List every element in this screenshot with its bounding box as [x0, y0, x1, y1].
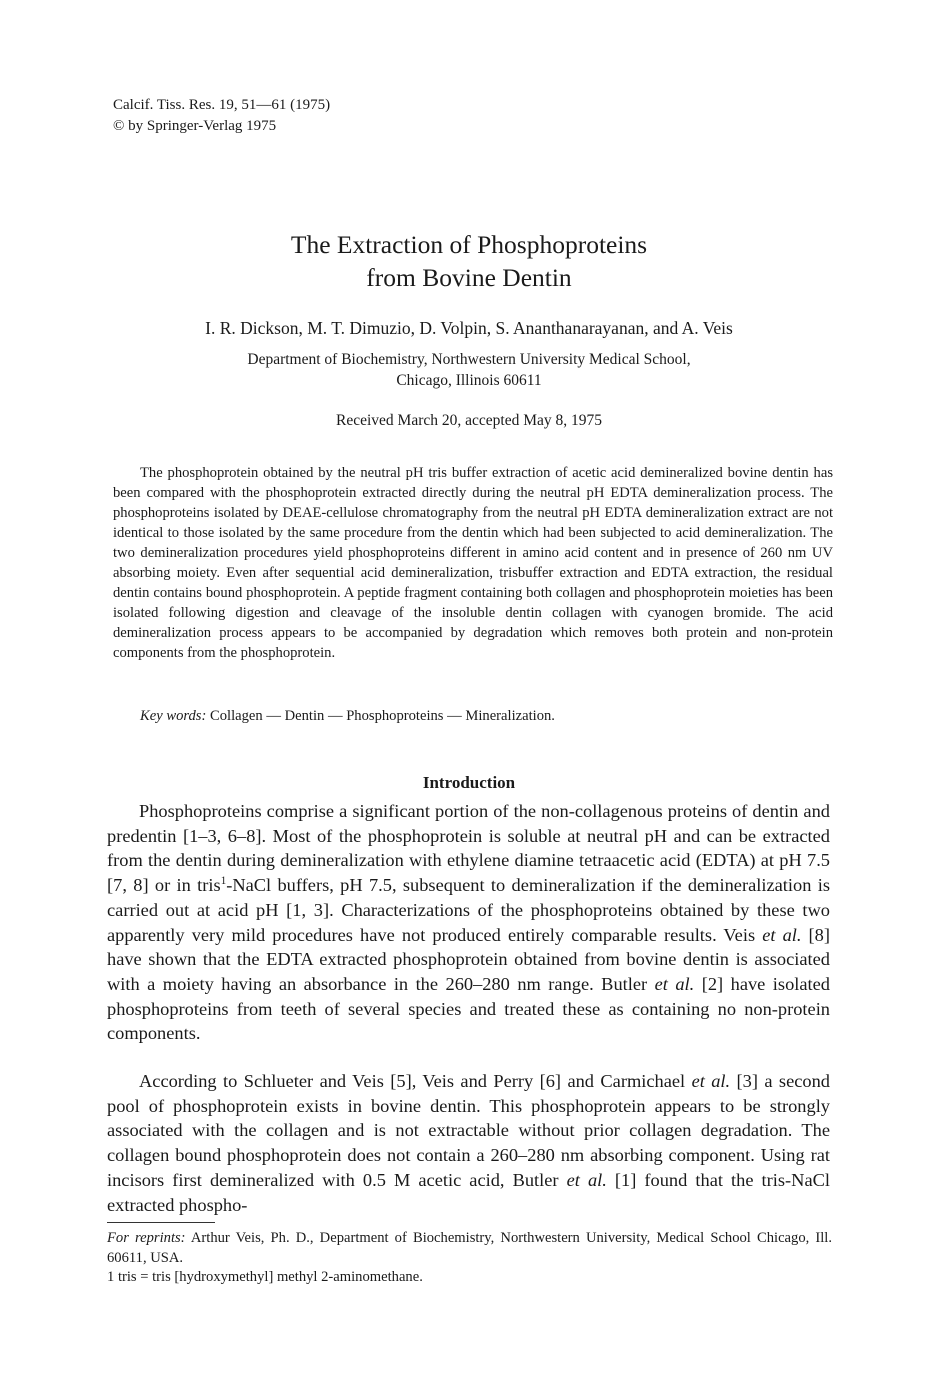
reprints-text: Arthur Veis, Ph. D., Department of Biochemistry, Northwestern University, Medical School Chicago, Ill. 60611, USA.	[107, 1230, 833, 1266]
reprints-note	[107, 1229, 832, 1268]
text-run: According to Schlueter and Veis [5], Veis and Perry [6] and Carmichael	[139, 1071, 692, 1091]
affiliation-line-1: Department of Biochemistry, Northwestern University Medical School,	[247, 351, 691, 368]
section-heading-introduction: Introduction	[422, 773, 516, 792]
text-run: [1] found that the tris-NaCl extracted phospho-	[107, 1169, 830, 1215]
journal-citation: Calcif. Tiss. Res. 19, 51—61 (1975)	[113, 97, 331, 113]
reprints-label: For reprints:	[107, 1230, 186, 1246]
footnote-marker: 1	[220, 874, 227, 887]
et-al: et al.	[691, 1071, 731, 1091]
author-list: I. R. Dickson, M. T. Dimuzio, D. Volpin, S. Ananthanarayanan, and A. Veis	[205, 318, 733, 338]
affiliation-line-2: Chicago, Illinois 60611	[396, 372, 542, 389]
footnote-divider	[107, 1222, 215, 1223]
intro-paragraph-2	[107, 1069, 830, 1217]
footnotes	[107, 1229, 832, 1288]
et-al: et al.	[566, 1169, 607, 1190]
intro-paragraph-1	[107, 799, 830, 1046]
text-run: [3] a second pool of phosphoprotein exists in bovine dentin. This phosphoprotein appears to be strongly associated with the collagen and is not extractable without prior collagen degradation. The collagen bound phosphoprotein does not contain a 260–280 nm absorbing component. Using rat incisors first demineralized with 0.5 M acetic acid, Butler	[107, 1071, 831, 1190]
received-date: Received March 20, accepted May 8, 1975	[336, 412, 602, 429]
title-line-2: from Bovine Dentin	[366, 263, 572, 292]
et-al: et al.	[762, 924, 802, 945]
title-line-1: The Extraction of Phosphoproteins	[290, 230, 648, 259]
text-run: -NaCl buffers, pH 7.5, subsequent to demineralization if the demineralization is carried out at acid pH [1, 3]. Characterizations of the phosphoproteins obtained by these two apparently very mild procedures have not produced entirely comparable results. Veis	[107, 875, 830, 945]
text-run: Phosphoproteins comprise a significant portion of the non-collagenous proteins of dentin and predentin [1–3, 6–8]. Most of the phosphoprotein is soluble at neutral pH and can be extracted from the dentin during demineralization with ethylene diamine tetraacetic acid (EDTA) at pH 7.5 [7, 8] or in tris	[107, 801, 830, 896]
text-run: [8] have shown that the EDTA extracted phosphoprotein obtained from bovine dentin is associated with a moiety having an absorbance in the 260–280 nm range. Butler	[107, 924, 831, 994]
keywords-list: Collagen — Dentin — Phosphoproteins — Mineralization.	[210, 708, 555, 724]
et-al: et al.	[654, 973, 695, 994]
article-title	[0, 228, 938, 294]
abstract-text: The phosphoprotein obtained by the neutral pH tris buffer extraction of acetic acid demineralized bovine dentin has been compared with the phosphoprotein extracted directly during the neutral pH EDTA demineralization process. The phosphoproteins isolated by DEAE-cellulose chromatography from the neutral pH EDTA demineralization extract are not identical to those isolated by the same procedure from the dentin which had been subjected to acid demineralization. The two demineralization procedures yield phosphoproteins different in amino acid content and in presence of 260 nm UV absorbing moiety. Even after sequential acid demineralization, trisbuffer extraction and EDTA extraction, the residual dentin contains bound phosphoprotein. A peptide fragment containing both collagen and phosphoprotein moieties has been isolated following digestion and cleavage of the insoluble dentin collagen with cyanogen bromide. The acid demineralization process appears to be accompanied by degradation which removes both protein and non-protein components from the phosphoprotein.	[113, 465, 833, 661]
text-run: [2] have isolated phosphoproteins from teeth of several species and treated these as containing no non-protein components.	[107, 973, 831, 1044]
affiliation	[0, 349, 938, 391]
keywords-label: Key words:	[140, 708, 207, 724]
copyright-line: © by Springer-Verlag 1975	[113, 118, 277, 134]
journal-header	[113, 95, 330, 137]
keywords	[140, 708, 555, 725]
footnote-1: 1 tris = tris [hydroxymethyl] methyl 2-aminomethane.	[107, 1269, 423, 1285]
